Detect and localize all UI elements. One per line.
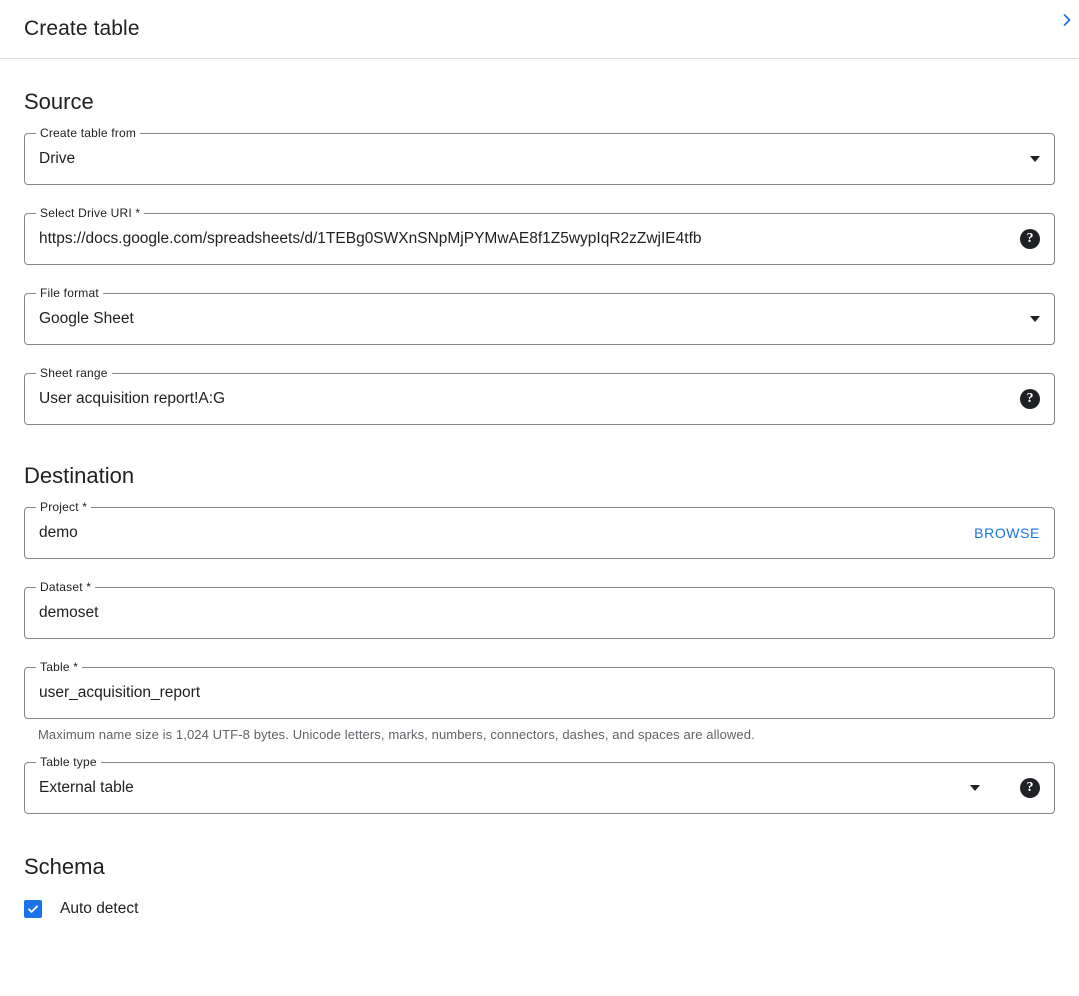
chevron-down-icon[interactable] [1030,156,1040,162]
sheet-range-value: User acquisition report!A:G [39,390,226,407]
chevron-right-icon[interactable] [1055,8,1079,32]
create-table-from-value: Drive [39,150,76,167]
create-table-form [0,89,1079,918]
create-table-from-select[interactable] [24,126,1055,185]
page-title: Create table [24,17,140,40]
table-type-label: Table type [36,755,101,769]
auto-detect-label: Auto detect [60,900,139,917]
sheet-range-label: Sheet range [36,366,112,380]
sheet-range-input[interactable] [24,366,1055,425]
drive-uri-label: Select Drive URI * [36,206,144,220]
table-name-input[interactable] [24,660,1055,719]
chevron-down-icon[interactable] [1030,316,1040,322]
dataset-input[interactable] [24,580,1055,639]
table-type-select[interactable] [24,755,1055,814]
dialog-header [0,0,1079,59]
table-name-helper-text: Maximum name size is 1,024 UTF-8 bytes. Unicode letters, marks, numbers, connectors, dashes, and spaces are allowed. [38,727,755,742]
auto-detect-checkbox[interactable] [24,900,42,918]
file-format-label: File format [36,286,103,300]
schema-section-title: Schema [24,854,105,879]
auto-detect-row[interactable] [24,900,1055,918]
project-input[interactable] [24,500,1055,559]
table-name-value: user_acquisition_report [39,684,201,701]
help-icon[interactable]: ? [1020,389,1040,409]
file-format-select[interactable] [24,286,1055,345]
dataset-value: demoset [39,604,99,621]
drive-uri-value: https://docs.google.com/spreadsheets/d/1TEBg0SWXnSNpMjPYMwAE8f1Z5wypIqR2zZwjIE4tfb [39,230,702,247]
chevron-down-icon[interactable] [970,785,980,791]
help-icon[interactable]: ? [1020,778,1040,798]
table-type-value: External table [39,779,134,796]
source-section-title: Source [24,89,94,114]
table-name-label: Table * [36,660,82,674]
drive-uri-input[interactable] [24,206,1055,265]
browse-button[interactable]: BROWSE [974,525,1040,541]
create-table-from-label: Create table from [36,126,140,140]
file-format-value: Google Sheet [39,310,134,327]
dataset-label: Dataset * [36,580,95,594]
destination-section-title: Destination [24,463,135,488]
help-icon[interactable]: ? [1020,229,1040,249]
project-value: demo [39,524,78,541]
project-label: Project * [36,500,91,514]
